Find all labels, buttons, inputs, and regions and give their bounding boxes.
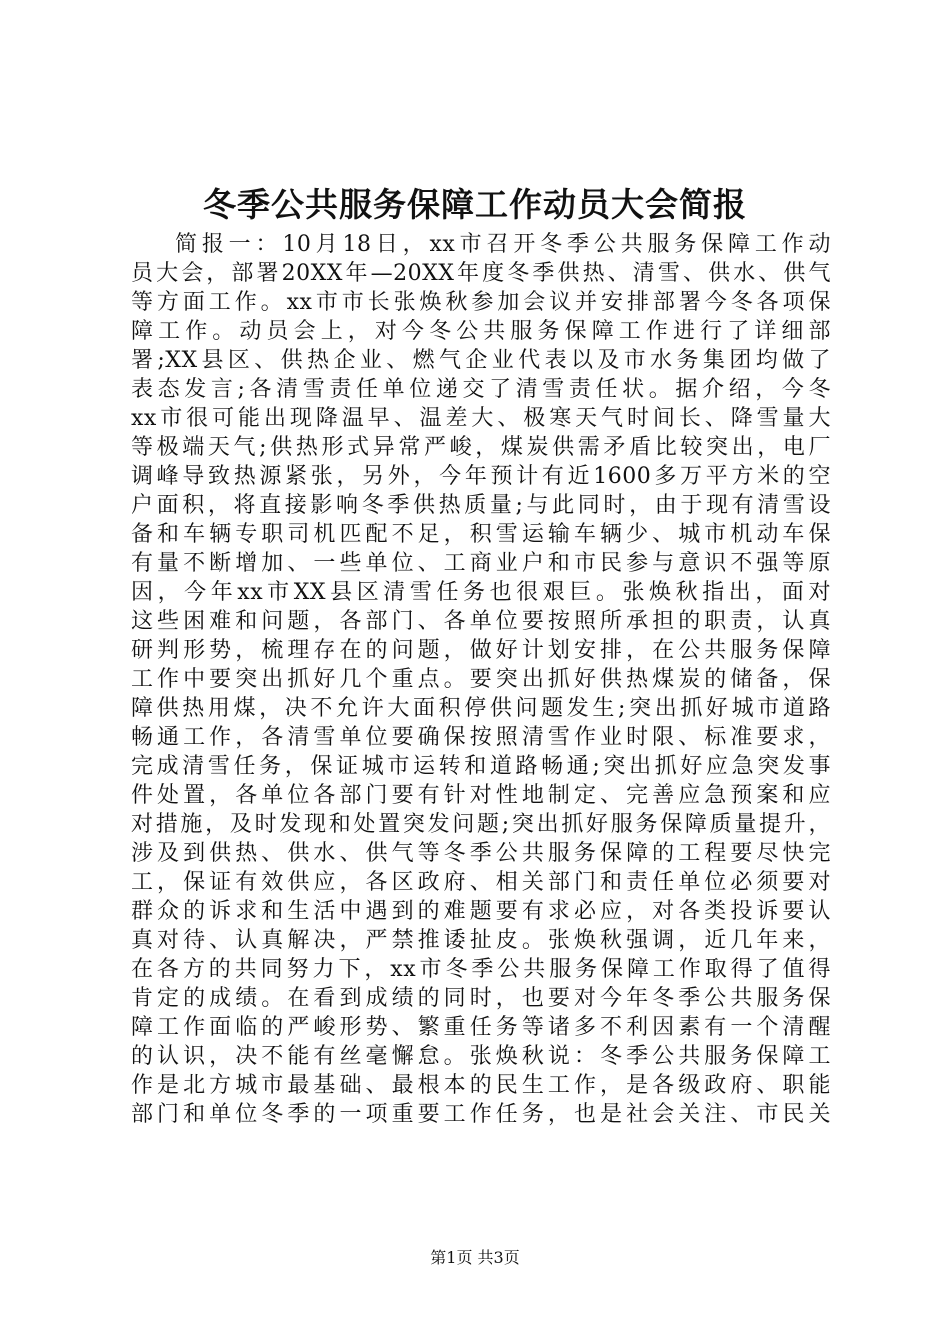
- body-line-16: 工作中要突出抓好几个重点。要突出抓好供热煤炭的储备，保: [131, 667, 831, 692]
- body-line-10: 户面积，将直接影响冬季供热质量;与此同时，由于现有清雪设: [131, 493, 831, 518]
- body-line-22: 涉及到供热、供水、供气等冬季公共服务保障的工程要尽快完: [131, 841, 831, 866]
- body-line-1: 简报一：10月18日，xx市召开冬季公共服务保障工作动: [175, 232, 831, 257]
- body-line-30: 作是北方城市最基础、最根本的民生工作，是各级政府、职能: [131, 1073, 831, 1098]
- body-line-9: 调峰导致热源紧张，另外，今年预计有近1600多万平方米的空: [131, 464, 831, 489]
- body-line-31: 部门和单位冬季的一项重要工作任务，也是社会关注、市民关: [131, 1102, 831, 1127]
- body-line-14: 这些困难和问题，各部门、各单位要按照所承担的职责，认真: [131, 609, 831, 634]
- page-footer: 第1页 共3页: [430, 1248, 520, 1267]
- body-line-28: 障工作面临的严峻形势、繁重任务等诸多不利因素有一个清醒: [131, 1015, 831, 1040]
- document-body: [131, 230, 831, 1129]
- body-line-18: 畅通工作，各清雪单位要确保按照清雪作业时限、标准要求，: [131, 725, 831, 750]
- body-line-4: 障工作。动员会上，对今冬公共服务保障工作进行了详细部: [131, 319, 831, 344]
- body-line-6: 表态发言;各清雪责任单位递交了清雪责任状。据介绍，今冬: [131, 377, 831, 402]
- body-line-7: xx市很可能出现降温早、温差大、极寒天气时间长、降雪量大: [131, 406, 831, 431]
- body-line-23: 工，保证有效供应，各区政府、相关部门和责任单位必须要对: [131, 870, 831, 895]
- body-line-11: 备和车辆专职司机匹配不足，积雪运输车辆少、城市机动车保: [131, 522, 831, 547]
- body-line-15: 研判形势，梳理存在的问题，做好计划安排，在公共服务保障: [131, 638, 831, 663]
- body-line-21: 对措施，及时发现和处置突发问题;突出抓好服务保障质量提升，: [131, 812, 831, 837]
- body-line-8: 等极端天气;供热形式异常严峻，煤炭供需矛盾比较突出，电厂: [131, 435, 831, 460]
- body-line-24: 群众的诉求和生活中遇到的难题要有求必应，对各类投诉要认: [131, 899, 831, 924]
- body-line-13: 因，今年xx市XX县区清雪任务也很艰巨。张焕秋指出，面对: [131, 580, 831, 605]
- body-line-25: 真对待、认真解决，严禁推诿扯皮。张焕秋强调，近几年来，: [131, 928, 831, 953]
- body-line-29: 的认识，决不能有丝毫懈怠。张焕秋说：冬季公共服务保障工: [131, 1044, 831, 1069]
- body-line-12: 有量不断增加、一些单位、工商业户和市民参与意识不强等原: [131, 551, 831, 576]
- body-line-26: 在各方的共同努力下，xx市冬季公共服务保障工作取得了值得: [131, 957, 831, 982]
- body-line-3: 等方面工作。xx市市长张焕秋参加会议并安排部署今冬各项保: [131, 290, 831, 315]
- document-title: 冬季公共服务保障工作动员大会简报: [203, 185, 747, 224]
- body-line-2: 员大会，部署20XX年—20XX年度冬季供热、清雪、供水、供气: [131, 261, 831, 286]
- body-line-17: 障供热用煤，决不允许大面积停供问题发生;突出抓好城市道路: [131, 696, 831, 721]
- body-line-5: 署;XX县区、供热企业、燃气企业代表以及市水务集团均做了: [131, 348, 831, 373]
- body-line-20: 件处置，各单位各部门要有针对性地制定、完善应急预案和应: [131, 783, 831, 808]
- body-line-19: 完成清雪任务，保证城市运转和道路畅通;突出抓好应急突发事: [131, 754, 831, 779]
- body-line-27: 肯定的成绩。在看到成绩的同时，也要对今年冬季公共服务保: [131, 986, 831, 1011]
